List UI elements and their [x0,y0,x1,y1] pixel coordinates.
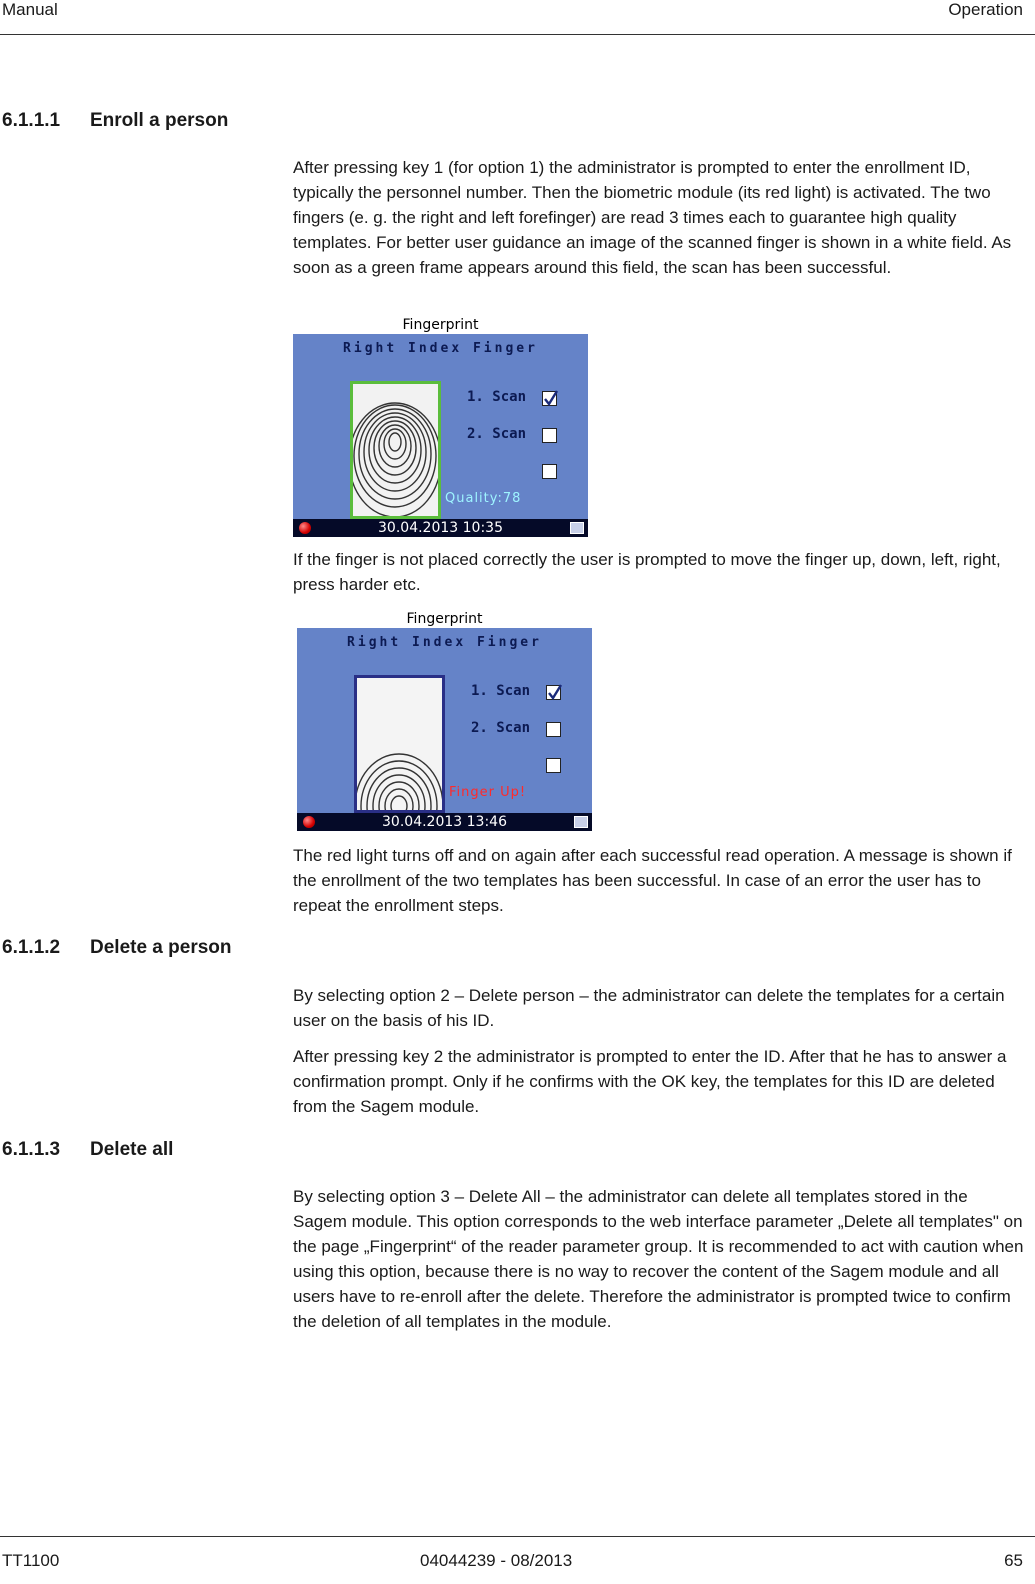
paragraph-delete-person-1: By selecting option 2 – Delete person – the administrator can delete the templates for a certain user on the basis of his ID. [293,986,1005,1030]
screen-status-bar [297,813,592,831]
scan-1-checkbox [542,391,557,406]
screen-status-bar [293,519,588,537]
checkmark-icon [542,389,560,407]
screen-subtitle: Right Index Finger [343,341,538,356]
page-header [0,0,1035,35]
paragraph-enroll-light: The red light turns off and on again after each successful read operation. A message is shown if the enrollment of the two templates has been successful. In case of an error the user has to repeat the enrollment steps. [293,846,1012,915]
section-title: Delete all [90,1139,174,1160]
paragraph-enroll-intro: After pressing key 1 (for option 1) the administrator is prompted to enter the enrollment ID, typically the personnel number. Then the biometric module (its red light) is activated. The two fingers (e. g. the right and left forefinger) are read 3 times each to guarantee high quality templates. For better user guidance an image of the scanned finger is shown in a white field. As soon as a green frame appears around this field, the scan has been successful. [293,158,1012,277]
fingerprint-image-frame [354,675,445,813]
footer-model: TT1100 [2,1551,60,1570]
quality-status: Quality:78 [445,491,522,506]
scan-2-checkbox [542,428,557,443]
scan-1-checkbox [546,685,561,700]
section-title: Delete a person [90,937,232,958]
menu-icon [570,522,584,534]
scan-2-label: 2. Scan [471,720,531,736]
scan-1-label: 1. Scan [471,683,531,699]
device-screen-success [293,315,588,537]
scan-1-label: 1. Scan [467,389,527,405]
scan-2-label: 2. Scan [467,426,527,442]
paragraph-delete-all: By selecting option 3 – Delete All – the administrator can delete all templates stored in the Sagem module. This option corresponds to the web interface parameter „Delete all templates" on the page „Fingerprint“ of the reader parameter group. It is recommended to act with caution when using this option, because there is no way to recover the content of the Sagem module and all users have to re-enroll after the delete. Therefore the administrator is prompted twice to confirm the deletion of all templates in the module. [293,1187,1024,1331]
screen-title: Fingerprint [293,315,588,334]
page-footer [0,1536,1035,1584]
header-operation: Operation [948,0,1023,19]
screen-title: Fingerprint [297,609,592,628]
checkmark-icon [546,683,564,701]
section-number: 6.1.1.3 [2,1139,61,1160]
scan-2-checkbox [546,722,561,737]
finger-up-status: Finger Up! [449,785,527,800]
fingerprint-image-frame [350,381,441,519]
header-manual: Manual [2,0,58,19]
fingerprint-image [353,384,438,516]
section-title: Enroll a person [90,110,229,131]
section-heading-enroll [2,110,228,132]
timestamp: 30.04.2013 13:46 [382,814,507,830]
scan-3-checkbox [542,464,557,479]
paragraph-enroll-finger: If the finger is not placed correctly the user is prompted to move the finger up, down, left, right, press harder etc. [293,550,1001,594]
device-screen-finger-up [297,609,592,831]
timestamp: 30.04.2013 10:35 [378,520,503,536]
paragraph-delete-person-2: After pressing key 2 the administrator is prompted to enter the ID. After that he has to answer a confirmation prompt. Only if he confirms with the OK key, the templates for this ID are deleted from the Sagem module. [293,1047,1007,1116]
section-heading-delete-person [2,937,232,959]
page-number: 65 [1004,1551,1023,1570]
fingerprint-image [357,678,442,810]
section-heading-delete-all [2,1139,173,1161]
section-number: 6.1.1.2 [2,937,61,958]
menu-icon [574,816,588,828]
footer-doc-number: 04044239 - 08/2013 [420,1551,573,1570]
scan-3-checkbox [546,758,561,773]
section-number: 6.1.1.1 [2,110,61,131]
screen-subtitle: Right Index Finger [347,635,542,650]
